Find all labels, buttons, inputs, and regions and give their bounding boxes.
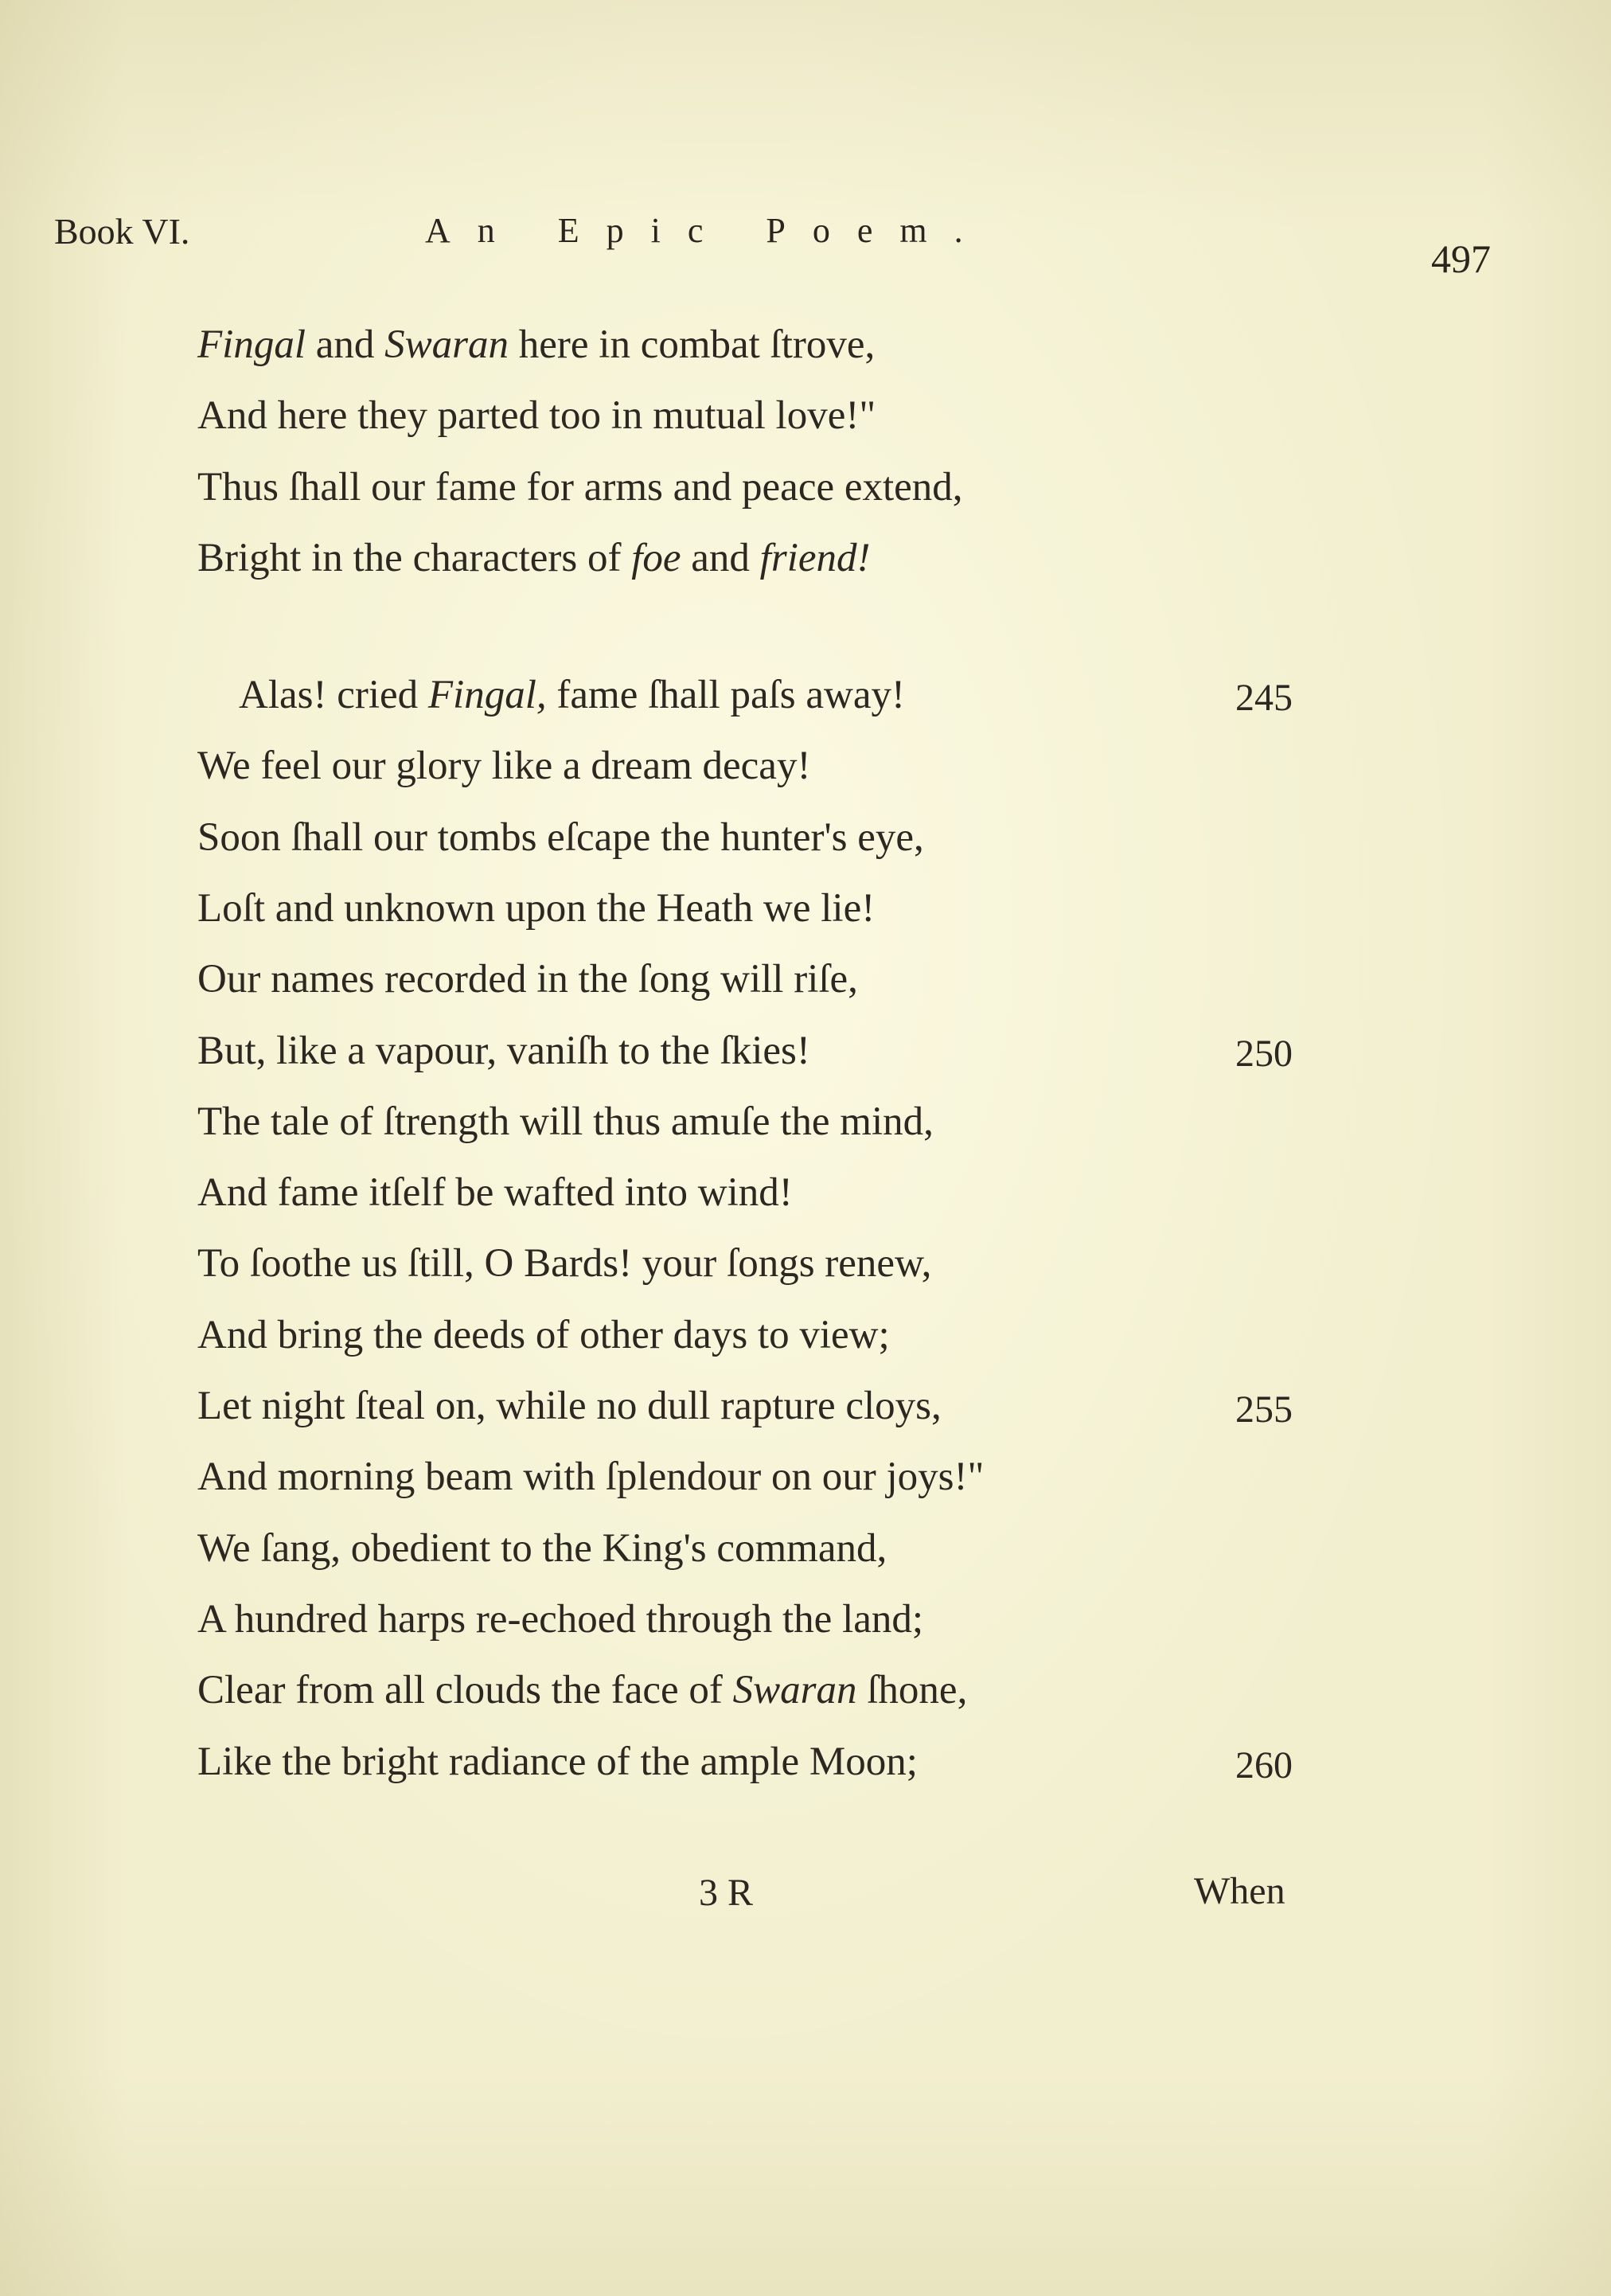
text-run: Thus ſhall our fame for arms and peace extend, (197, 464, 963, 510)
poem-line (197, 885, 876, 931)
poem-line (197, 535, 871, 580)
poem-line (197, 393, 876, 439)
italic-text: Fingal (197, 322, 306, 367)
text-run: And bring the deeds of other days to view; (197, 1312, 890, 1357)
italic-text: foe (631, 535, 681, 580)
poem-line (197, 1028, 810, 1073)
italic-text: Swaran (732, 1668, 857, 1713)
italic-text: friend! (759, 535, 871, 580)
poem-line (197, 1525, 887, 1571)
text-run: Alas! cried (239, 673, 428, 717)
text-run: But, like a vapour, vaniſh to the ſkies! (197, 1028, 810, 1073)
text-run: We ſang, obedient to the King's command, (197, 1525, 887, 1571)
italic-text: Swaran (384, 322, 509, 367)
text-run: Bright in the characters of (197, 535, 632, 580)
text-run: ſhone, (856, 1668, 968, 1713)
text-run: and (681, 535, 760, 580)
text-run: Clear from all clouds the face of (197, 1668, 733, 1713)
poem-line (197, 1596, 924, 1642)
text-run: And morning beam with ſplendour on our joys!" (197, 1455, 985, 1500)
text-run: fame ſhall paſs away! (546, 673, 905, 717)
text-run: Like the bright radiance of the ample Moon; (197, 1739, 918, 1784)
poem-line (197, 322, 876, 367)
poem-line (197, 1099, 934, 1144)
catchword: When (1194, 1870, 1285, 1912)
text-run: A hundred harps re-echoed through the land; (197, 1596, 924, 1642)
text-run: and (306, 322, 385, 367)
poem-line (197, 1241, 932, 1287)
text-run: Let night ſteal on, while no dull rapture cloys, (197, 1384, 942, 1428)
poem-line (239, 675, 905, 716)
poem-line (197, 1670, 967, 1711)
italic-text: Fingal, (427, 673, 547, 717)
line-number: 260 (1235, 1744, 1293, 1786)
poem-line (197, 1170, 793, 1216)
page-number: 497 (1431, 236, 1491, 281)
text-run: We feel our glory like a dream decay! (197, 744, 811, 789)
line-number: 250 (1235, 1033, 1293, 1075)
text-run: And fame itſelf be wafted into wind! (197, 1170, 793, 1216)
line-number: 255 (1235, 1388, 1293, 1431)
line-number: 245 (1235, 677, 1293, 719)
signature-mark: 3 R (699, 1872, 754, 1914)
poem-line (197, 746, 810, 787)
text-run: To ſoothe us ſtill, O Bards! your ſongs renew, (197, 1241, 932, 1287)
poem-line (197, 464, 963, 510)
poem-line (197, 1386, 942, 1427)
text-run: Our names recorded in the ſong will riſe, (197, 957, 858, 1002)
text-run: Soon ſhall our tombs eſcape the hunter's eye, (197, 814, 924, 860)
text-run: Loſt and unknown upon the Heath we lie! (197, 885, 876, 931)
poem-line (197, 959, 858, 1000)
running-head-title: An Epic Poem. (425, 211, 990, 250)
poem-line (197, 1312, 890, 1357)
text-run: The tale of ſtrength will thus amuſe the mind, (197, 1099, 934, 1144)
running-head-book: Book VI. (54, 211, 190, 252)
poem-line (197, 814, 924, 860)
text-run: And here they parted too in mutual love!" (197, 393, 876, 439)
text-run: here in combat ſtrove, (509, 322, 876, 367)
poem-line (197, 1739, 918, 1784)
poem-line (197, 1455, 985, 1500)
